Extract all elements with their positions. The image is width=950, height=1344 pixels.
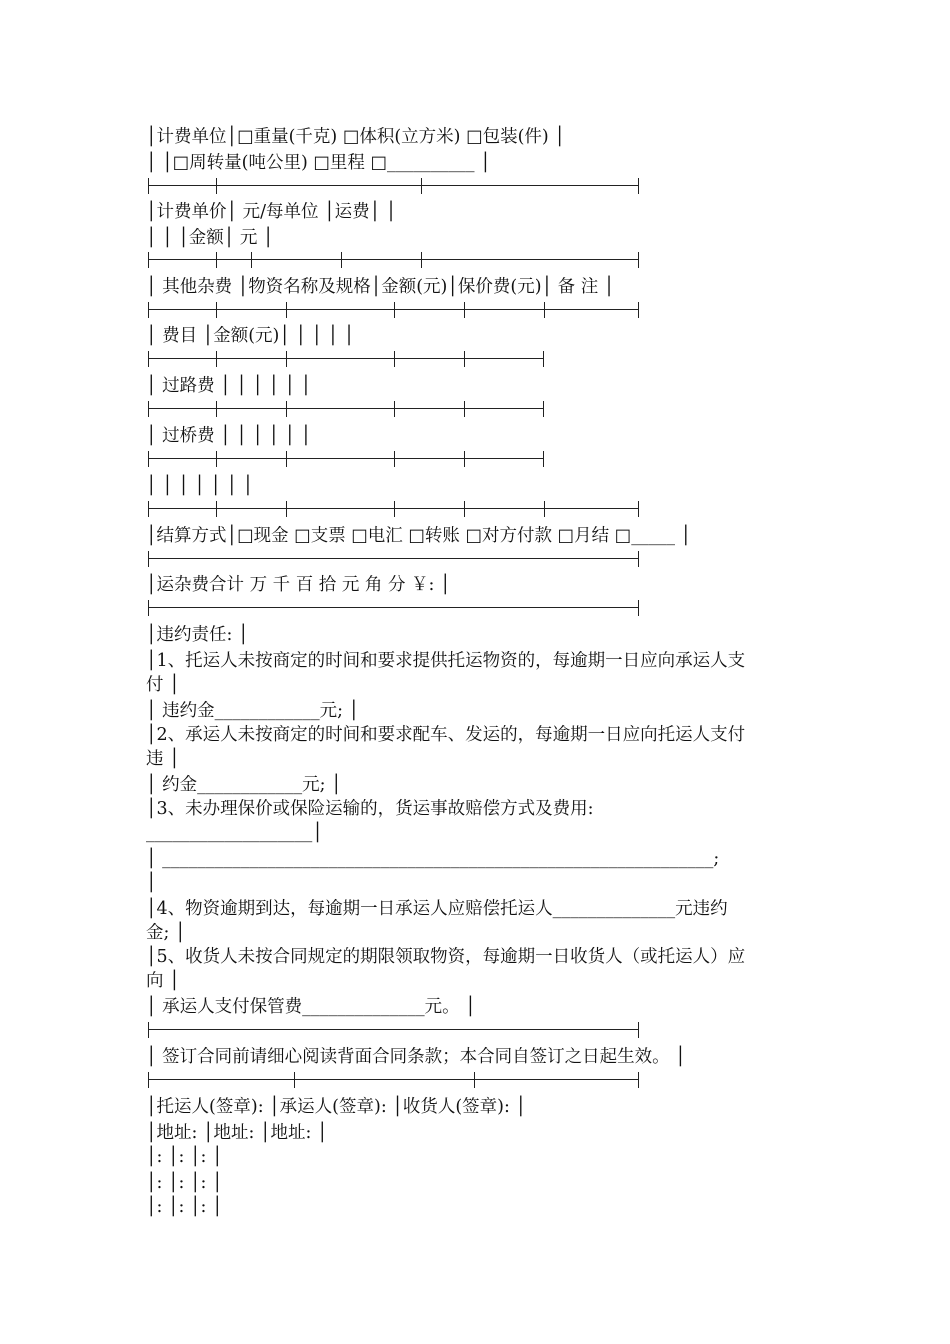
breach-clause-5-cont: 向 │	[146, 971, 180, 991]
breach-clause-5: │5、收货人未按合同规定的期限领取物资，每逾期一日收货人（或托运人）应	[146, 947, 746, 967]
misc-fee-header-row: │ 其他杂费 │物资名称及规格│金额(元)│保价费(元)│ 备 注 │	[146, 277, 615, 297]
toll-bridge-row: │ 过桥费 │ │ │ │ │ │	[146, 426, 312, 446]
breach-clause-3-blank: │ _______________________________________________________________;	[146, 849, 720, 869]
breach-clause-5-fee: │ 承运人支付保管费______________元。 │	[146, 997, 476, 1017]
breach-spacer: │	[146, 873, 157, 893]
breach-clause-2-cont: 违 │	[146, 749, 180, 769]
colon-row: │: │: │: │	[146, 1147, 223, 1167]
breach-clause-4: │4、物资逾期到达，每逾期一日承运人应赔偿托运人______________元违约	[146, 899, 728, 919]
toll-road-row: │ 过路费 │ │ │ │ │ │	[146, 376, 312, 396]
table-rule	[146, 351, 646, 367]
breach-clause-2-fee: │ 约金____________元; │	[146, 775, 342, 795]
table-rule	[146, 451, 646, 467]
table-rule	[146, 1072, 646, 1088]
unit-price-row-cont: │ │ │金额│ 元 │	[146, 228, 274, 248]
billing-unit-row: │计费单位│□重量(千克) □体积(立方米) □包装(件) │	[146, 127, 565, 147]
breach-clause-3-cont: ___________________│	[146, 823, 323, 843]
table-rule	[146, 401, 646, 417]
table-rule	[146, 501, 646, 517]
table-rule	[146, 1022, 646, 1038]
breach-clause-2: │2、承运人未按商定的时间和要求配车、发运的，每逾期一日应向托运人支付	[146, 725, 746, 745]
breach-clause-1-cont: 付 │	[146, 675, 180, 695]
settlement-method-row: │结算方式│□现金 □支票 □电汇 □转账 □对方付款 □月结 □_____ │	[146, 526, 692, 546]
address-row: │地址: │地址: │地址: │	[146, 1123, 328, 1143]
breach-clause-1-fee: │ 违约金____________元; │	[146, 701, 360, 721]
breach-clause-1: │1、托运人未按商定的时间和要求提供托运物资的，每逾期一日应向承运人支	[146, 651, 746, 671]
billing-unit-row-cont: │ │□周转量(吨公里) □里程 □__________ │	[146, 153, 491, 173]
blank-fee-row: │ │ │ │ │ │ │	[146, 476, 254, 496]
breach-title: │违约责任: │	[146, 625, 249, 645]
total-fee-row: │运杂费合计 万 千 百 拾 元 角 分 ￥: │	[146, 575, 451, 595]
breach-clause-3: │3、未办理保价或保险运输的，货运事故赔偿方式及费用:	[146, 799, 594, 819]
table-rule	[146, 302, 646, 318]
colon-row: │: │: │: │	[146, 1197, 223, 1217]
unit-price-row: │计费单价│ 元/每单位 │运费│ │	[146, 202, 397, 222]
table-rule	[146, 252, 646, 268]
breach-clause-4-cont: 金; │	[146, 923, 186, 943]
signing-notice: │ 签订合同前请细心阅读背面合同条款；本合同自签订之日起生效。 │	[146, 1047, 686, 1067]
colon-row: │: │: │: │	[146, 1173, 223, 1193]
table-rule	[146, 178, 646, 194]
fee-item-header-row: │ 费目 │金额(元)│ │ │ │ │	[146, 326, 355, 346]
table-rule	[146, 600, 646, 616]
table-rule	[146, 551, 646, 567]
signature-row: │托运人(签章): │承运人(签章): │收货人(签章): │	[146, 1097, 526, 1117]
